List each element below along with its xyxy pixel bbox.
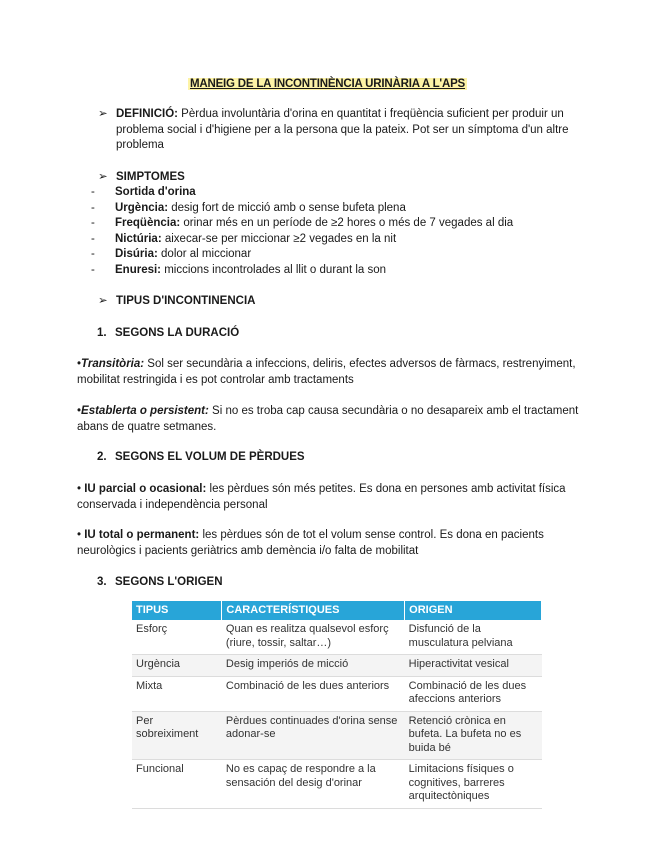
- table-row: [132, 760, 542, 809]
- established-paragraph: [77, 404, 587, 435]
- arrow-bullet-icon: ➢: [98, 108, 108, 120]
- table-cell: Urgència: [132, 655, 222, 677]
- volume-heading: [97, 450, 305, 466]
- table-row: [132, 620, 542, 655]
- definition-text: Pèrdua involuntària d'orina en quantitat i freqüència suficient per produir un problema social i d'higiene per a la persona que la pateix. Pot ser un símptoma d'un altre problema: [116, 108, 569, 151]
- partial-label: IU parcial o ocasional:: [84, 483, 207, 495]
- total-paragraph: [77, 528, 587, 559]
- origin-heading: [97, 575, 223, 591]
- types-heading: TIPUS D'INCONTINENCIA: [116, 295, 256, 307]
- transitory-label: Transitòria:: [81, 358, 145, 370]
- definition-label: DEFINICIÓ:: [116, 108, 178, 120]
- table-cell: Disfunció de la musculatura pelviana: [405, 620, 542, 655]
- table-cell: Combinació de les dues anteriors: [222, 676, 405, 711]
- partial-text: les pèrdues són més petites. Es dona en persones amb activitat física conservada i independència personal: [77, 483, 566, 511]
- partial-paragraph: [77, 482, 587, 513]
- list-item: [91, 201, 611, 217]
- table-cell: Pèrdues continuades d'orina sense adonar-se: [222, 711, 405, 760]
- transitory-paragraph: [77, 357, 587, 388]
- list-item: [91, 263, 611, 279]
- list-item: [91, 247, 611, 263]
- table-cell: Esforç: [132, 620, 222, 655]
- dash-bullet: -: [91, 186, 95, 198]
- table-cell: Mixta: [132, 676, 222, 711]
- arrow-bullet-icon: ➢: [98, 171, 108, 183]
- dash-bullet: -: [91, 217, 95, 230]
- symptom-text: miccions incontrolades al llit o durant la son: [161, 263, 387, 276]
- dash-bullet: -: [91, 263, 95, 276]
- symptoms-heading-item: [98, 170, 598, 186]
- symptom-label: Urgència:: [115, 201, 169, 214]
- total-text: les pèrdues són de tot el volum sense control. Es dona en pacients neurològics i pacients geriàtrics amb demència i/o falta de mobilitat: [77, 529, 544, 557]
- symptom-text: dolor al miccionar: [157, 248, 252, 261]
- total-label: IU total o permanent:: [84, 529, 200, 541]
- table-cell: Hiperactivitat vesical: [405, 655, 542, 677]
- symptoms-list: [91, 185, 611, 279]
- table-cell: Per sobreiximent: [132, 711, 222, 760]
- table-row: [132, 655, 542, 677]
- table-row: [132, 676, 542, 711]
- list-item: [91, 216, 611, 232]
- round-bullet: •: [77, 358, 82, 370]
- table-cell: Desig imperiós de micció: [222, 655, 405, 677]
- section-number: 3.: [97, 576, 107, 588]
- symptom-text: orinar més en un període de ≥2 hores o més de 7 vegades al dia: [180, 217, 514, 230]
- symptom-label: Disúria:: [115, 248, 158, 261]
- list-item: [91, 232, 611, 248]
- round-bullet: •: [77, 529, 82, 541]
- symptom-label: Sortida d'orina: [115, 186, 196, 198]
- section-heading-text: SEGONS L'ORIGEN: [115, 576, 223, 588]
- arrow-bullet-icon: ➢: [98, 295, 108, 307]
- symptom-text: aixecar-se per miccionar ≥2 vegades en la nit: [161, 232, 397, 245]
- table-cell: Quan es realitza qualsevol esforç (riure, tossir, saltar…): [222, 620, 405, 655]
- origin-table: [132, 601, 542, 809]
- symptom-label: Freqüència:: [115, 217, 181, 230]
- list-item: [91, 185, 611, 201]
- table-cell: Funcional: [132, 760, 222, 809]
- table-header-row: [132, 601, 542, 620]
- table-cell: Combinació de les dues afeccions anteriors: [405, 676, 542, 711]
- section-heading-text: SEGONS LA DURACIÓ: [115, 327, 240, 339]
- table-cell: Limitacions físiques o cognitives, barreres arquitectòniques: [405, 760, 542, 809]
- column-header-tipus: TIPUS: [132, 601, 222, 620]
- established-text: Si no es troba cap causa secundària o no desapareix amb el tractament abans de quatre setmanes.: [77, 405, 579, 433]
- section-heading-text: SEGONS EL VOLUM DE PÈRDUES: [115, 451, 305, 463]
- symptom-text: desig fort de micció amb o sense bufeta plena: [168, 201, 406, 214]
- duration-heading: [97, 326, 239, 342]
- round-bullet: •: [77, 405, 82, 417]
- table-cell: No es capaç de respondre a la sensación del desig d'orinar: [222, 760, 405, 809]
- page-title-text: MANEIG DE LA INCONTINÈNCIA URINÀRIA A L'APS: [189, 78, 466, 90]
- table-row: [132, 711, 542, 760]
- column-header-caracteristiques: CARACTERÍSTIQUES: [222, 601, 405, 620]
- section-number: 2.: [97, 451, 107, 463]
- table-cell: Retenció crònica en bufeta. La bufeta no es buida bé: [405, 711, 542, 760]
- dash-bullet: -: [91, 232, 95, 245]
- transitory-text: Sol ser secundària a infeccions, deliris, efectes adversos de fàrmacs, restrenyiment, mobilitat restringida i es pot controlar amb tractaments: [77, 358, 576, 386]
- dash-bullet: -: [91, 248, 95, 261]
- page-title: [0, 77, 655, 93]
- column-header-origen: ORIGEN: [405, 601, 542, 620]
- symptoms-heading: SIMPTOMES: [116, 171, 185, 183]
- section-number: 1.: [97, 327, 107, 339]
- symptom-label: Enuresi:: [115, 263, 162, 276]
- types-heading-item: [98, 294, 598, 310]
- round-bullet: •: [77, 483, 82, 495]
- established-label: Establerta o persistent:: [81, 405, 209, 417]
- dash-bullet: -: [91, 201, 95, 214]
- definition-item: [98, 107, 598, 154]
- definition-content: [116, 107, 598, 154]
- symptom-label: Nictúria:: [115, 232, 162, 245]
